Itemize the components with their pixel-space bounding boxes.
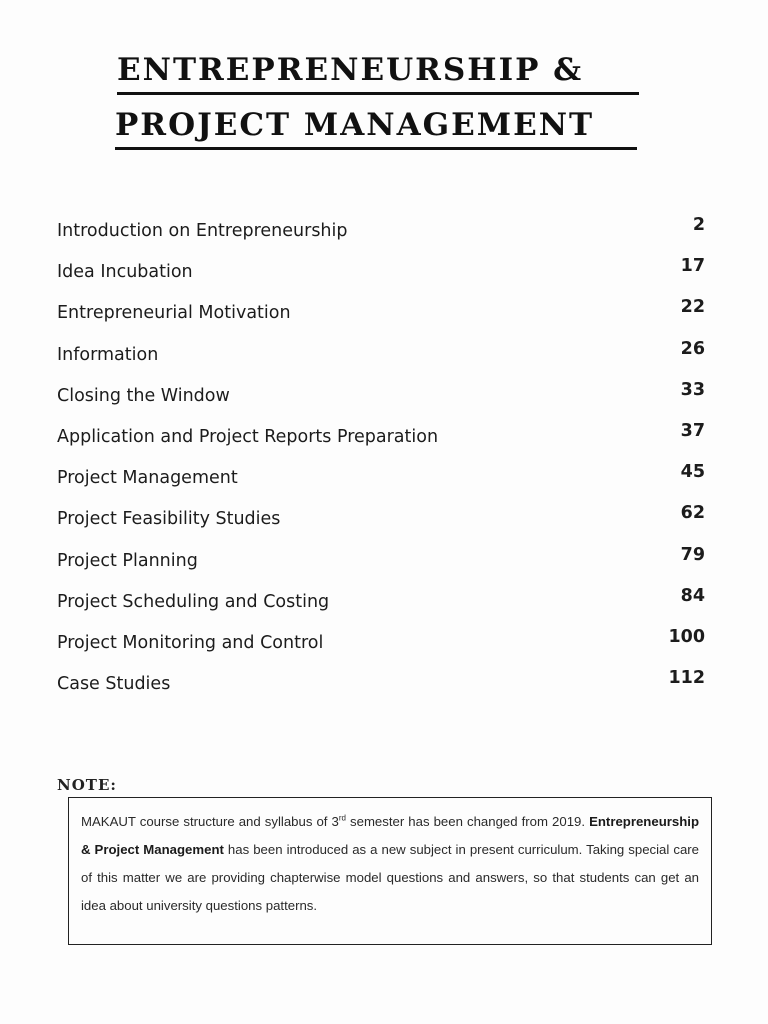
note-text-intro: MAKAUT course structure and syllabus of 3 <box>81 814 339 829</box>
toc-page-number: 84 <box>680 585 705 606</box>
toc-row <box>57 668 705 709</box>
toc-chapter-title: Project Management <box>57 468 238 489</box>
toc-page-number: 2 <box>692 215 705 235</box>
toc-chapter-title: Project Feasibility Studies <box>57 509 281 530</box>
toc-page-number: 17 <box>680 256 705 277</box>
toc-chapter-title: Introduction on Entrepreneurship <box>57 221 348 241</box>
note-label: NOTE: <box>57 776 117 794</box>
toc-page-number: 62 <box>680 503 705 524</box>
toc-page-number: 33 <box>680 379 705 400</box>
toc-chapter-title: Idea Incubation <box>57 262 193 283</box>
toc-row <box>57 421 705 462</box>
toc-row <box>57 503 705 544</box>
toc-row <box>57 339 705 380</box>
toc-page-number: 112 <box>668 668 705 689</box>
note-subject-name: Entrepreneurship & Project Management <box>81 814 699 857</box>
toc-row <box>57 545 705 586</box>
toc-page-number: 45 <box>680 462 705 483</box>
note-text-semester: semester has been changed from 2019. <box>345 814 586 829</box>
toc-row <box>57 462 705 503</box>
title-underline-2 <box>115 147 637 150</box>
title-line-2: PROJECT MANAGEMENT <box>115 107 595 143</box>
note-superscript: rd <box>338 813 346 823</box>
toc-page-number: 100 <box>668 626 705 647</box>
toc-chapter-title: Application and Project Reports Preparation <box>57 426 439 447</box>
toc-row <box>57 215 705 256</box>
toc-page-number: 37 <box>680 420 705 441</box>
title-underline-1 <box>117 92 639 95</box>
toc-row <box>57 256 705 297</box>
toc-row <box>57 380 705 421</box>
title-block <box>115 50 645 150</box>
toc-chapter-title: Project Planning <box>57 550 198 571</box>
toc-page-number: 22 <box>680 297 705 318</box>
toc-page-number: 26 <box>680 338 705 359</box>
toc-row <box>57 586 705 627</box>
note-text <box>81 808 699 920</box>
toc-chapter-title: Entrepreneurial Motivation <box>57 303 291 324</box>
toc-chapter-title: Project Monitoring and Control <box>57 632 324 653</box>
toc-chapter-title: Case Studies <box>57 674 171 695</box>
note-text-body: has been introduced as a new subject in present curriculum. Taking special care of this matter we are providing chapterwise model questions and answers, so that students can get an idea about university questions patterns. <box>81 842 700 913</box>
title-line-1: ENTREPRENEURSHIP & <box>117 52 584 88</box>
table-of-contents <box>57 215 705 709</box>
toc-chapter-title: Project Scheduling and Costing <box>57 591 330 612</box>
toc-row <box>57 627 705 668</box>
toc-row <box>57 297 705 338</box>
toc-chapter-title: Information <box>57 344 159 365</box>
toc-page-number: 79 <box>680 544 705 565</box>
toc-chapter-title: Closing the Window <box>57 385 230 406</box>
note-box <box>68 797 712 945</box>
